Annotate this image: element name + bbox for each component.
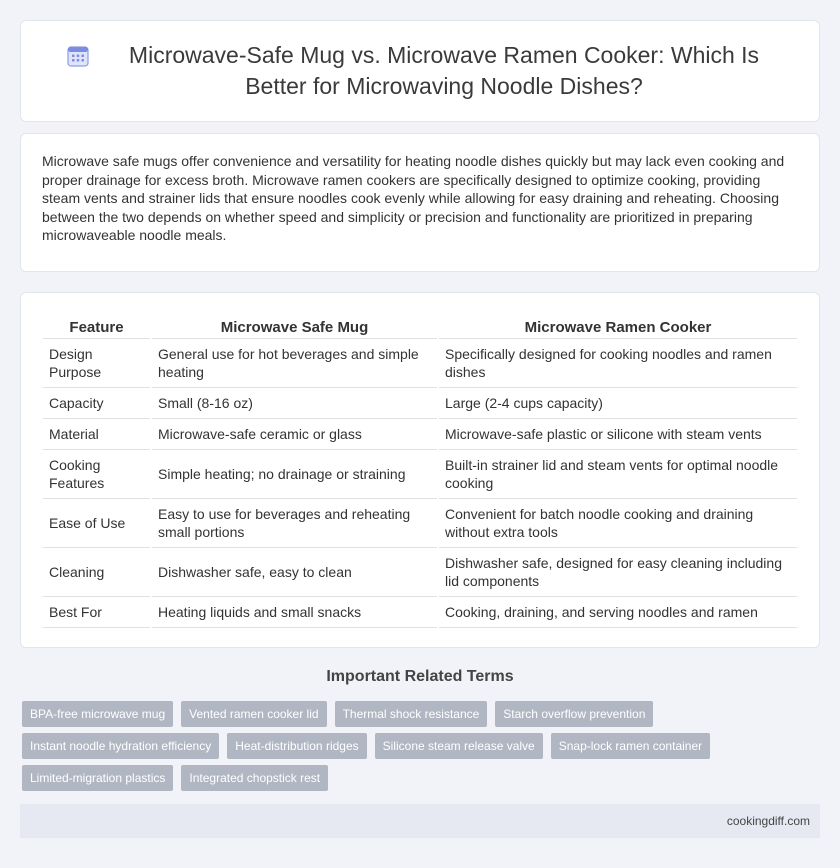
related-term-tag[interactable]: Limited-migration plastics bbox=[22, 765, 173, 791]
intro-card bbox=[20, 133, 820, 272]
table-cell: Microwave-safe plastic or silicone with steam vents bbox=[439, 419, 797, 450]
table-cell: Built-in strainer lid and steam vents for optimal noodle cooking bbox=[439, 450, 797, 499]
header-feature: Feature bbox=[43, 313, 150, 339]
intro-paragraph: Microwave safe mugs offer convenience and versatility for heating noodle dishes quickly but may lack even cooking and proper drainage for excess broth. Microwave ramen cookers are specifically designed to optimize cooking, providing steam vents and strainer lids that ensure noodles cook evenly while allowing for easy draining and reheating. Choosing between the two depends on whether speed and simplicity or precision and functionality are prioritized in preparing microwaveable noodle meals. bbox=[42, 153, 785, 243]
table-cell: General use for hot beverages and simple heating bbox=[152, 339, 437, 388]
related-terms-title: Important Related Terms bbox=[326, 668, 514, 685]
related-term-tag[interactable]: Thermal shock resistance bbox=[335, 701, 488, 727]
table-row bbox=[43, 388, 797, 419]
table-cell: Small (8-16 oz) bbox=[152, 388, 437, 419]
table-cell: Heating liquids and small snacks bbox=[152, 597, 437, 628]
comparison-table bbox=[41, 313, 799, 628]
table-row bbox=[43, 419, 797, 450]
footer-site-link[interactable]: cookingdiff.com bbox=[726, 814, 810, 828]
title-card bbox=[20, 20, 820, 122]
table-row bbox=[43, 548, 797, 597]
comparison-table-card bbox=[20, 292, 820, 648]
table-cell: Dishwasher safe, easy to clean bbox=[152, 548, 437, 597]
related-term-tag[interactable]: Vented ramen cooker lid bbox=[181, 701, 326, 727]
table-cell: Dishwasher safe, designed for easy cleaning including lid components bbox=[439, 548, 797, 597]
header-ramen-cooker: Microwave Ramen Cooker bbox=[439, 313, 797, 339]
table-header-row bbox=[43, 313, 797, 339]
table-row bbox=[43, 597, 797, 628]
table-cell: Microwave-safe ceramic or glass bbox=[152, 419, 437, 450]
related-term-tag[interactable]: Snap-lock ramen container bbox=[551, 733, 710, 759]
related-term-tag[interactable]: Heat-distribution ridges bbox=[227, 733, 366, 759]
table-cell: Large (2-4 cups capacity) bbox=[439, 388, 797, 419]
table-cell: Cleaning bbox=[43, 548, 150, 597]
page-title: Microwave-Safe Mug vs. Microwave Ramen Cooker: Which Is Better for Microwaving Noodle Dishes? bbox=[128, 42, 760, 99]
table-cell: Capacity bbox=[43, 388, 150, 419]
footer bbox=[20, 804, 820, 838]
related-term-tag[interactable]: Instant noodle hydration efficiency bbox=[22, 733, 219, 759]
table-cell: Specifically designed for cooking noodles and ramen dishes bbox=[439, 339, 797, 388]
title-wrap bbox=[26, 40, 814, 102]
table-row bbox=[43, 339, 797, 388]
table-row bbox=[43, 499, 797, 548]
table-cell: Best For bbox=[43, 597, 150, 628]
related-term-tag[interactable]: Starch overflow prevention bbox=[495, 701, 653, 727]
table-cell: Material bbox=[43, 419, 150, 450]
related-term-tag[interactable]: Silicone steam release valve bbox=[375, 733, 543, 759]
related-term-tag[interactable]: Integrated chopstick rest bbox=[181, 765, 328, 791]
table-cell: Cooking Features bbox=[43, 450, 150, 499]
table-cell: Design Purpose bbox=[43, 339, 150, 388]
related-term-tag[interactable]: BPA-free microwave mug bbox=[22, 701, 173, 727]
related-terms-tags bbox=[22, 701, 822, 797]
calendar-grid-icon bbox=[66, 44, 90, 68]
table-cell: Ease of Use bbox=[43, 499, 150, 548]
table-cell: Cooking, draining, and serving noodles and ramen bbox=[439, 597, 797, 628]
table-row bbox=[43, 450, 797, 499]
table-cell: Simple heating; no drainage or straining bbox=[152, 450, 437, 499]
header-mug: Microwave Safe Mug bbox=[152, 313, 437, 339]
table-cell: Easy to use for beverages and reheating small portions bbox=[152, 499, 437, 548]
table-cell: Convenient for batch noodle cooking and draining without extra tools bbox=[439, 499, 797, 548]
